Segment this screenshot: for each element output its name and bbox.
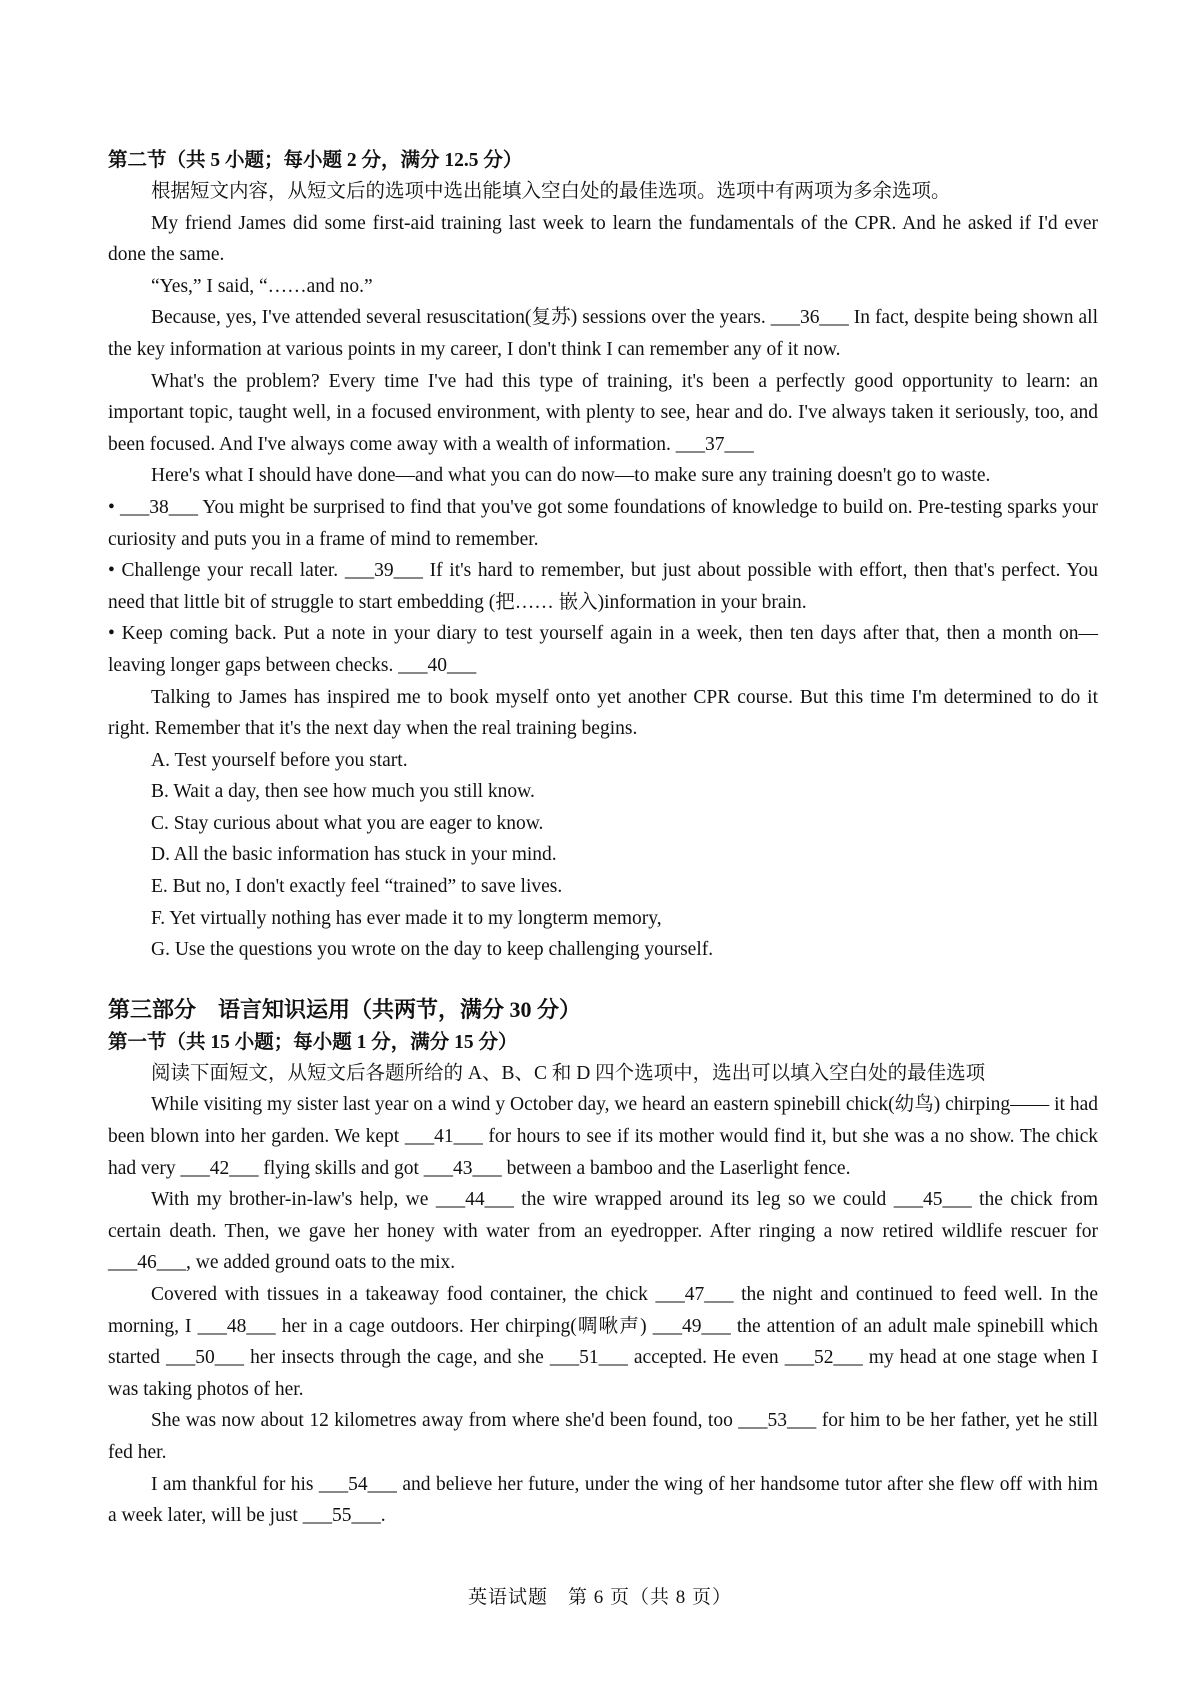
passage-paragraph: What's the problem? Every time I've had this type of training, it's been a perfectly good opportunity to learn: an important topic, taught well, in a focused environment, with plenty to see, hear and do. I've always taken it seriously, too, and been focused. And I've always come away with a wealth of information. ___37___ (108, 370, 1098, 455)
passage-bullet: • Challenge your recall later. ___39___ If it's hard to remember, but just about possible with effort, then that's perfect. You need that little bit of struggle to start embedding (把…… 嵌入)information in your brain. (108, 560, 1098, 613)
option-b: B. Wait a day, then see how much you still know. (151, 781, 535, 803)
cloze-paragraph: Covered with tissues in a takeaway food container, the chick ___47___ the night and continued to feed well. In the morning, I ___48___ her in a cage outdoors. Her chirping(啁啾声) ___49___ the attention of an adult male spinebill which started ___50___ her insects through the cage, and she ___51___ accepted. He even ___52___ my head at one stage when I was taking photos of her. (108, 1284, 1098, 1400)
passage-closing: Talking to James has inspired me to book myself onto yet another CPR course. But this time I'm determined to do it right. Remember that it's the next day when the real training begins. (108, 686, 1098, 740)
passage-paragraph: My friend James did some first-aid training last week to learn the fundamentals of the CPR. And he asked if I'd ever done the same. (108, 212, 1098, 266)
passage-paragraph: Here's what I should have done—and what you can do now—to make sure any training doesn't go to waste. (151, 465, 991, 487)
exam-page (108, 145, 1098, 1532)
cloze-paragraph: She was now about 12 kilometres away from where she'd been found, too ___53___ for him to be her father, yet he still fed her. (108, 1410, 1098, 1463)
passage-bullet: • ___38___ You might be surprised to find that you've got some foundations of knowledge to build on. Pre-testing sparks your curiosity and puts you in a frame of mind to remember. (108, 496, 1098, 550)
option-a: A. Test yourself before you start. (151, 749, 408, 771)
cloze-paragraph: With my brother-in-law's help, we ___44___ the wire wrapped around its leg so we could ___45___ the chick from certain death. Then, we gave her honey with water from an eyedropper. After ringing a now retired wildlife rescuer for ___46___, we added ground oats to the mix. (108, 1189, 1098, 1274)
part3-section1-heading: 第一节（共 15 小题；每小题 1 分，满分 15 分） (108, 1031, 518, 1053)
option-e: E. But no, I don't exactly feel “trained” to save lives. (151, 876, 563, 898)
section2-heading: 第二节（共 5 小题；每小题 2 分，满分 12.5 分） (108, 150, 523, 171)
option-g: G. Use the questions you wrote on the day to keep challenging yourself. (151, 939, 714, 961)
cloze-paragraph: I am thankful for his ___54___ and believe her future, under the wing of her handsome tutor after she flew off with him a week later, will be just ___55___. (108, 1473, 1098, 1527)
passage-paragraph: “Yes,” I said, “……and no.” (151, 275, 373, 297)
option-f: F. Yet virtually nothing has ever made it to my longterm memory, (151, 907, 662, 929)
page-footer: 英语试题 第 6 页（共 8 页） (467, 1587, 732, 1608)
section-gap (108, 966, 1098, 993)
option-c: C. Stay curious about what you are eager to know. (151, 812, 544, 834)
cloze-paragraph: While visiting my sister last year on a wind y October day, we heard an eastern spinebill chick(幼鸟) chirping—— it had been blown into her garden. We kept ___41___ for hours to see if its mother would find it, but she was a no show. The chick had very ___42___ flying skills and got ___43___ between a bamboo and the Laserlight fence. (108, 1094, 1098, 1179)
passage-paragraph: Because, yes, I've attended several resuscitation(复苏) sessions over the years. ___36___ In fact, despite being shown all the key information at various points in my career, I don't think I can remember any of it now. (108, 307, 1098, 360)
section2-instruction: 根据短文内容，从短文后的选项中选出能填入空白处的最佳选项。选项中有两项为多余选项。 (151, 181, 951, 202)
part3-heading: 第三部分 语言知识运用（共两节，满分 30 分） (108, 996, 582, 1022)
part3-instruction: 阅读下面短文，从短文后各题所给的 A、B、C 和 D 四个选项中，选出可以填入空白处的最佳选项 (151, 1062, 986, 1084)
option-d: D. All the basic information has stuck in your mind. (151, 844, 557, 866)
passage-bullet: • Keep coming back. Put a note in your diary to test yourself again in a week, then ten days after that, then a month on—leaving longer gaps between checks. ___40___ (108, 623, 1098, 676)
